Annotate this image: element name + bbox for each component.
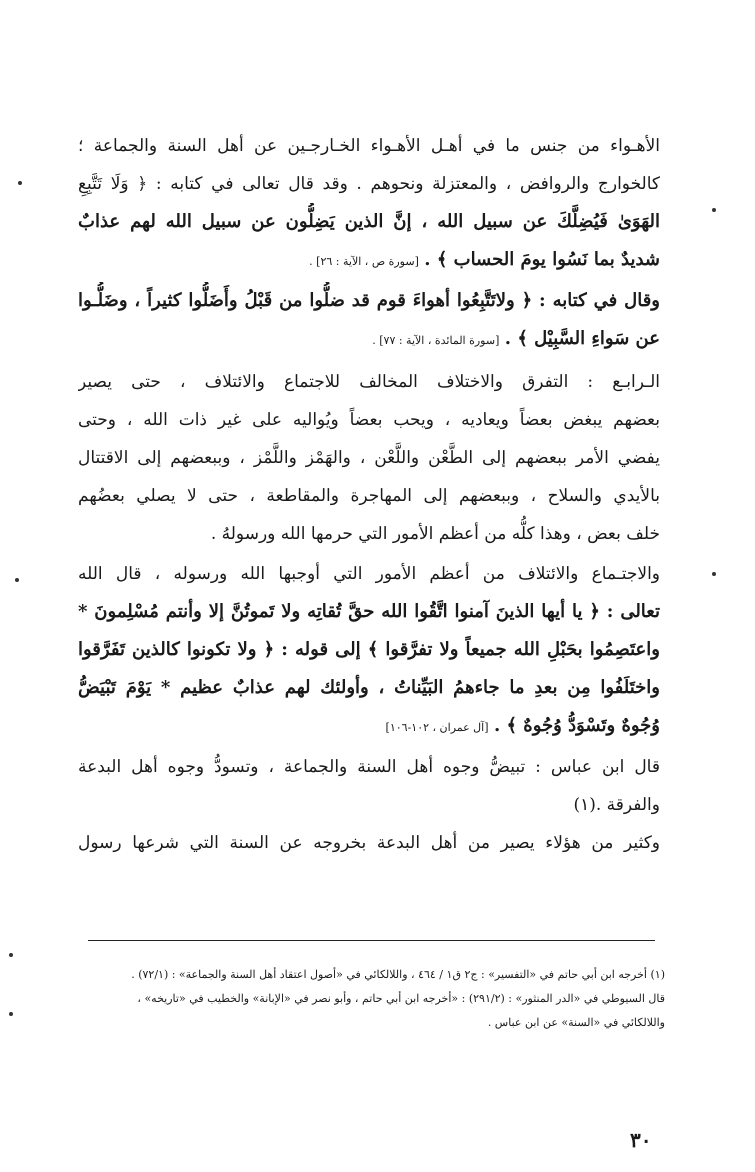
text-line: يفضي الأمر ببعضهم إلى الطَّعْن واللَّعْن ، والهَمْز واللَّمْز ، وببعضهم إلى الاقتتال — [78, 448, 660, 468]
margin-mark — [15, 578, 19, 582]
quran-line-last — [78, 241, 660, 279]
quran-line: واعتَصِمُوا بحَبْلِ الله جميعاً ولا تفرَّقوا ﴾ إلى قوله : ﴿ ولا تكونوا كالذين تَفَرَّقوا — [78, 639, 660, 660]
text-line: بالأيدي والسلاح ، وببعضهم إلى المهاجرة والمقاطعة ، حتى لا يصلي بعضُهم — [78, 486, 660, 506]
quran-text: وُجُوهٌ وتَسْوَدُّ وُجُوهٌ ﴾ . — [493, 715, 660, 736]
footnote-line: (١) أخرجه ابن أبي حاتم في «التفسير» : ج٢ ق١ / ٤٦٤ ، واللالكائي في «أصول اعتقاد أهل السنة والجماعة» : (٧٢/١) . — [131, 968, 665, 981]
footnotes — [80, 963, 665, 1035]
quran-line-last — [78, 320, 660, 358]
quran-line: الهَوَىٰ فَيُضِلَّكَ عن سبيل الله ، إنَّ الذين يَضِلُّون عن سبيل الله لهم عذابٌ — [78, 211, 660, 232]
quran-line: تعالى : ﴿ يا أيها الذينَ آمنوا اتَّقُوا الله حقَّ تُقاتِه ولا تَموتُنَّ إلا وأنتم مُسْلِمونَ * — [78, 601, 660, 622]
page-number: ٣٠ — [630, 1128, 652, 1152]
paragraph-2 — [78, 282, 660, 358]
quran-text: شديدٌ بما نَسُوا يومَ الحساب ﴾ . — [424, 249, 660, 270]
margin-mark — [712, 572, 716, 576]
margin-mark — [18, 181, 22, 185]
footnote-line: قال السيوطي في «الدر المنثور» : (٢٩١/٢) : «أخرجه ابن أبي حاتم ، وأبو نصر في «الإبانة» والخطيب في «تاريخه» ، — [137, 992, 665, 1005]
quran-line: وقال في كتابه : ﴿ ولاتَتَّبِعُوا أهواءَ قوم قد ضلُّوا من قَبْلُ وأَضَلُّوا كثيراً ، وضَلُّـوا — [78, 290, 660, 311]
text-line: بعضهم يبغض بعضاً ويعاديه ، ويحب بعضاً ويُواليه على غير ذات الله ، وحتى — [78, 410, 660, 430]
text-line: الـرابـع : التفرق والاختلاف المخالف للاجتماع والائتلاف ، حتى يصير — [78, 372, 660, 392]
paragraph-6 — [78, 824, 660, 862]
paragraph-5 — [78, 748, 660, 824]
text-line: قال ابن عباس : تبيضُّ وجوه أهل السنة والجماعة ، وتسودُّ وجوه أهل البدعة — [78, 757, 660, 777]
quran-line: واختَلَفُوا مِن بعدِ ما جاءهمُ البَيِّناتُ ، وأولئك لهم عذابٌ عظيم * يَوْمَ تَبْيَضُّ — [78, 677, 660, 698]
text-line: خلف بعض ، وهذا كلُّه من أعظم الأمور التي حرمها الله ورسولهُ . — [210, 524, 660, 544]
footnote-line: واللالكائي في «السنة» عن ابن عباس . — [487, 1016, 665, 1029]
quran-line-last — [78, 707, 660, 745]
text-line: وكثير من هؤلاء يصير من أهل البدعة بخروجه عن السنة التي شرعها رسول — [78, 833, 660, 853]
verse-reference: [آل عمران ، ١٠٢-١٠٦] — [385, 721, 489, 734]
footnote-divider — [88, 940, 655, 941]
paragraph-1 — [78, 127, 660, 279]
verse-reference: [سورة ص ، الآية : ٢٦] . — [309, 255, 419, 268]
text-line: الأهـواء من جنس ما في أهـل الأهـواء الخـارجـين عن أهل السنة والجماعة ؛ — [78, 136, 660, 156]
paragraph-3 — [78, 363, 660, 553]
text-line: والفرقة .(١) — [573, 795, 660, 815]
text-line: كالخوارج والروافض ، والمعتزلة ونحوهم . وقد قال تعالى في كتابه : ﴿ وَلَا تَتَّبِعِ — [78, 174, 660, 194]
paragraph-4 — [78, 555, 660, 745]
margin-mark — [712, 208, 716, 212]
quran-text: عن سَواءِ السَّبِيْل ﴾ . — [504, 328, 660, 349]
text-line: والاجتـماع والائتلاف من أعظم الأمور التي أوجبها الله ورسوله ، قال الله — [78, 564, 660, 584]
margin-mark — [9, 1012, 13, 1016]
verse-reference: [سورة المائدة ، الآية : ٧٧] . — [372, 334, 500, 347]
margin-mark — [9, 953, 13, 957]
